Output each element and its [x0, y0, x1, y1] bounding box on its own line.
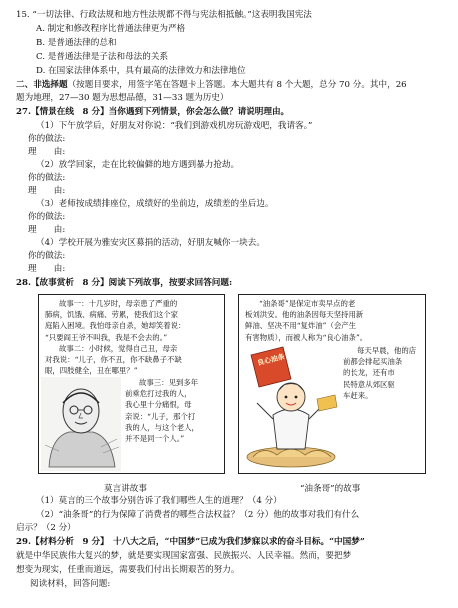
mo-yan-story-text: [45, 298, 220, 376]
q29-line-3: 想变为现实，任重而道远，需要我们付出长期艰苦的努力。: [16, 565, 240, 575]
q27-practice-3: 你的做法:: [28, 212, 66, 222]
q27-practice-1: 你的做法:: [28, 134, 66, 144]
q15-option-b: B. 是普通法律的总和: [36, 38, 117, 48]
q27-practice-2: 你的做法:: [28, 173, 66, 183]
story-line: 对我说：“儿子，你不丑，你不缺鼻子不缺: [45, 355, 182, 365]
story-line: “只要阎王爷不叫我，我是不会去的。”: [45, 332, 168, 342]
q27-reason-1: 理 由:: [28, 147, 66, 157]
story-line: 我的人，与这个老人，: [125, 422, 199, 432]
q28-question-2-cont: 启示？（2 分）: [16, 523, 76, 533]
q27-item-1: （1）下午放学后，好朋友对你说：“我们到游戏机房玩游戏吧，我请客。”: [36, 121, 313, 131]
caption-mo-yan: 莫言讲故事: [104, 484, 147, 494]
mo-yan-portrait-image: [41, 377, 121, 471]
q29-line-1: 29.【材料分析 9 分】 十八大之后，“中国梦”已成为我们梦寐以求的奋斗目标。“中国梦”: [16, 537, 365, 547]
q15-option-a: A. 制定和修改程序比普通法律更为严格: [36, 24, 186, 34]
q27-item-3: （3）老师按成绩排座位，成绩好的坐前边，成绩差的坐后边。: [36, 199, 274, 209]
q27-heading: 27.【情景在线 8 分】当你遇到下列情景，你会怎么做？请说明理由。: [16, 107, 290, 117]
youtiao-ge-story-box: [238, 294, 426, 474]
story-line: 并不是同一个人。”: [125, 434, 185, 444]
mo-yan-story-box: [38, 294, 225, 474]
story-line: 民特意从郊区驱: [343, 379, 395, 389]
q29-line-2: 就是中华民族伟大复兴的梦，就是要实现国家富强、民族振兴、人民幸福。然而，要把梦: [16, 551, 352, 561]
story-line: 鲜油、坚决不用“复炸油”（会产生: [245, 321, 357, 331]
q28-question-1: （1）莫言的三个故事分别告诉了我们哪些人生的道理？（4 分）: [36, 496, 282, 506]
youtiao-ge-cartoon-image: [243, 345, 339, 469]
story-line: 我心里十分痛恨，母: [125, 400, 192, 410]
story-line: 车赶来。: [343, 390, 373, 400]
youtiao-story-text: [245, 298, 421, 343]
story-line: 前乘危打过我的人，: [125, 389, 192, 399]
story-line: 前都会排起买油条: [343, 357, 403, 367]
story-line: 眼，四肢健全，丑在哪里？”: [45, 366, 138, 376]
story-line: 故事二：小时候，觉得自己丑，母亲: [59, 343, 178, 353]
story-line: 有害物质），而被人称为“良心油条”。: [245, 332, 368, 342]
q27-reason-4: 理 由:: [28, 264, 66, 274]
q28-heading: 28.【故事赏析 8 分】阅读下列故事，按要求回答问题:: [16, 278, 233, 288]
part2-title: 二、非选择题: [16, 80, 68, 90]
story-line: 亲说：“儿子，那个打: [125, 411, 196, 421]
part2-intro-line2: 题为地理，27—30 题为思想品德，31—33 题为历史）: [16, 93, 229, 103]
q27-item-2: （2）放学回家，走在比较偏僻的地方遇到暴力抢劫。: [36, 160, 240, 170]
story-line: 板刘洪安。他的油条因每天坚持用新: [245, 310, 364, 320]
mo-yan-story-text-2: [125, 377, 221, 444]
part2-intro-text: （按题目要求，用签字笔在答题卡上答题。本大题共有 8 个大题，总分 70 分。其中，26: [67, 80, 407, 90]
story-line: 故事一：十几岁时，母亲患了严重的: [59, 299, 178, 308]
q15-stem: 15. “一切法律、行政法规和地方性法规都不得与宪法相抵触。”这表明我国宪法: [16, 10, 312, 20]
youtiao-story-text-2: [343, 345, 421, 401]
story-line: 庭陷入困境。我怕母亲自杀，她却笑着说：: [45, 321, 186, 331]
story-line: 故事三：见到多年: [139, 378, 199, 387]
story-line: 每天早晨，他的店: [357, 346, 417, 355]
cartoon-sign-text: 良心油条: [256, 351, 286, 368]
caption-youtiao-ge: “油条哥”的故事: [300, 484, 361, 494]
part2-intro-line1: [16, 80, 407, 91]
q15-option-c: C. 是普通法律是子法和母法的关系: [36, 52, 169, 62]
q27-item-4: （4）学校开展为雅安灾区募捐的活动，好朋友喊你一块去。: [36, 238, 265, 248]
q27-practice-4: 你的做法:: [28, 251, 66, 261]
q27-reason-2: 理 由:: [28, 186, 66, 196]
q15-option-d: D. 在国家法律体系中，具有最高的法律效力和法律地位: [36, 66, 246, 76]
story-line: 的长龙，还有市: [343, 368, 395, 378]
story-line: “油条哥”是保定市卖早点的老: [259, 299, 356, 308]
story-line: 肺病，饥饿、病痛、劳累，使我们这个家: [45, 310, 179, 320]
q29-line-4: 阅读材料，回答问题:: [30, 579, 111, 589]
q28-question-2: （2）“油条哥”的行为保障了消费者的哪些合法权益？（2 分）他的故事对我们有什么: [36, 510, 360, 520]
q27-reason-3: 理 由:: [28, 225, 66, 235]
